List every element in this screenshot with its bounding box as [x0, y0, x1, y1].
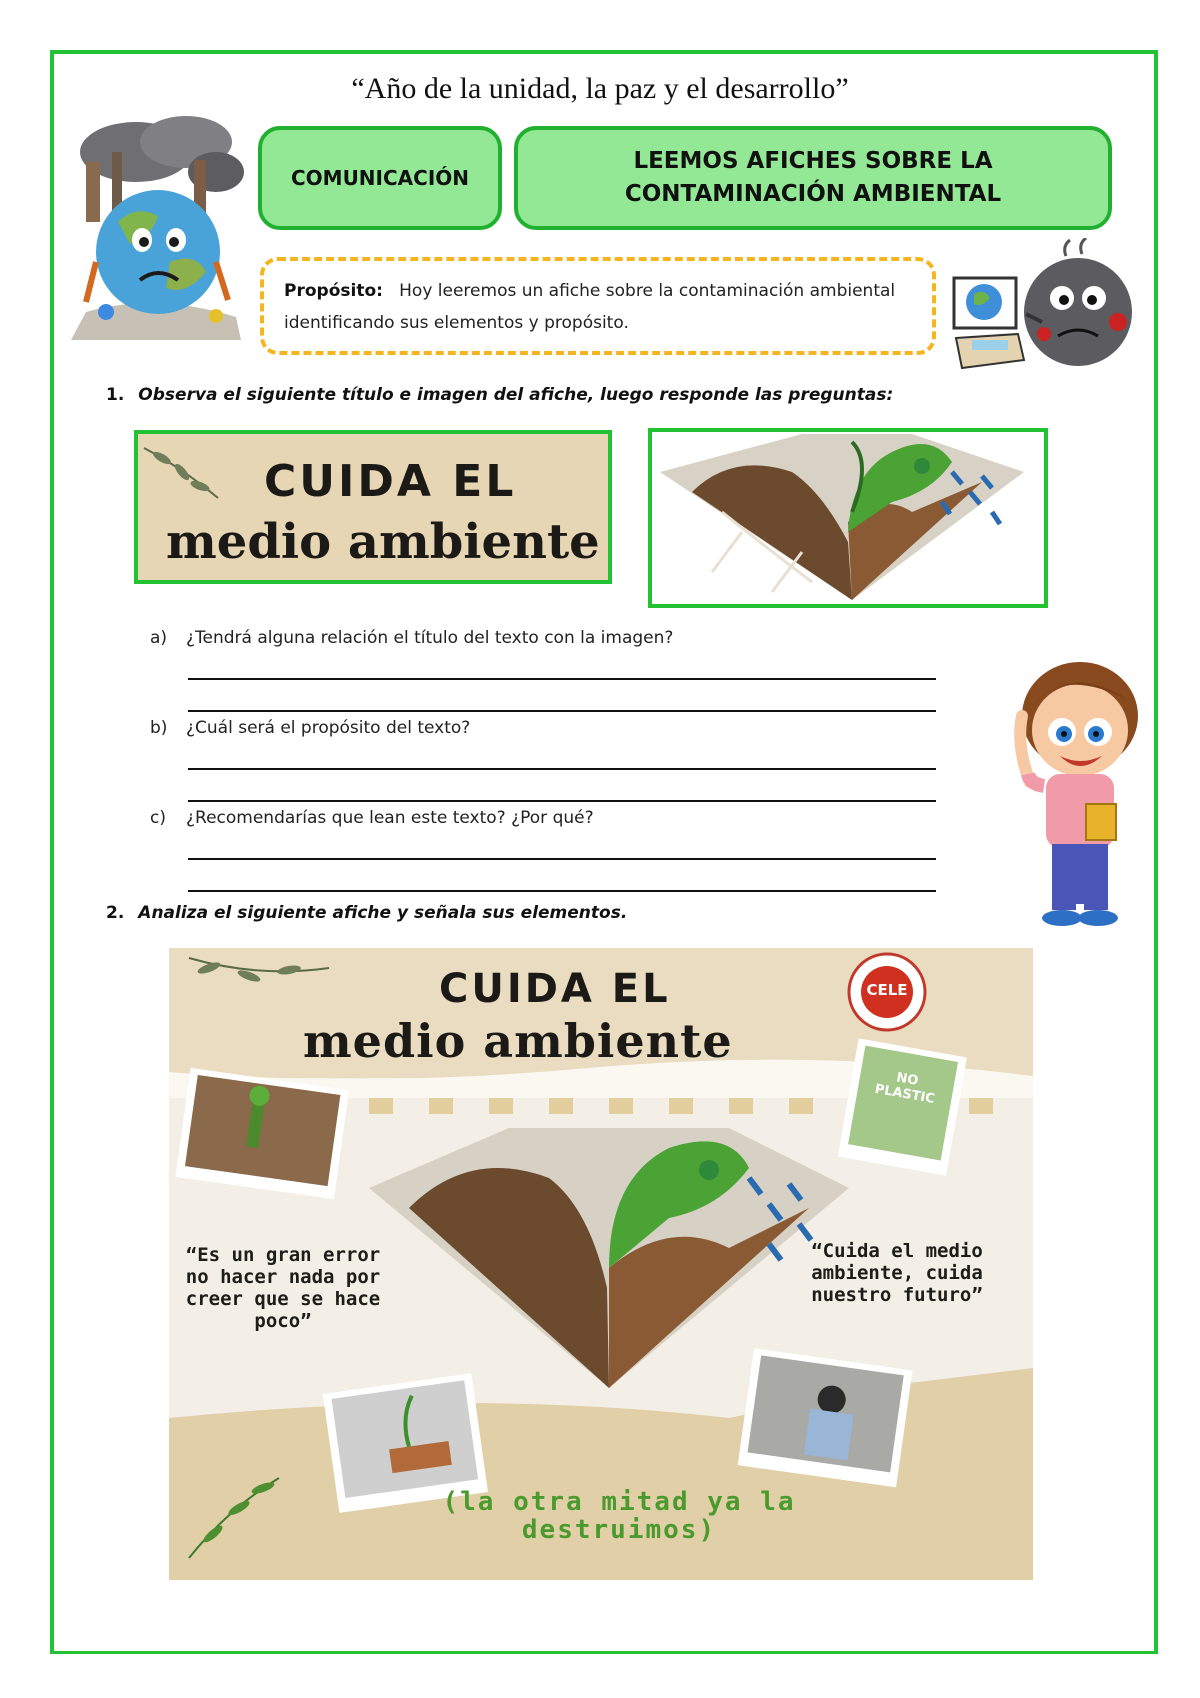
title-image-line2: medio ambiente [166, 514, 600, 570]
answer-line-a2[interactable] [188, 710, 936, 712]
lesson-title-box [514, 126, 1112, 230]
environment-poster [169, 948, 1033, 1580]
sub-question-a [150, 628, 673, 648]
sub-question-c-letter: c) [150, 808, 166, 828]
tree-plant-image [648, 428, 1048, 608]
earth-computer-illustration [946, 238, 1142, 380]
answer-line-a1[interactable] [188, 678, 936, 680]
question-1-heading [106, 385, 893, 405]
answer-line-b1[interactable] [188, 768, 936, 770]
purpose-text: Hoy leeremos un afiche sobre la contaminación ambiental identificando sus elementos y propósito. [284, 281, 896, 333]
sub-question-b [150, 718, 470, 738]
poster-title-image [134, 430, 612, 584]
question-1-text: Observa el siguiente título e imagen del afiche, luego responde las preguntas: [138, 385, 894, 405]
sub-question-a-letter: a) [150, 628, 168, 648]
sub-question-b-letter: b) [150, 718, 168, 738]
answer-line-b2[interactable] [188, 800, 936, 802]
subject-area-box: COMUNICACIÓN [258, 126, 502, 230]
year-motto: “Año de la unidad, la paz y el desarrollo” [351, 72, 849, 105]
question-1-number: 1. [106, 385, 125, 405]
poster-quote-left: “Es un gran error no hacer nada por creer que se hace poco” [185, 1244, 381, 1332]
poster-sign-text: NO PLASTIC [873, 1070, 936, 1108]
sub-question-b-text: ¿Cuál será el propósito del texto? [186, 718, 471, 738]
lesson-title-line1: LEEMOS AFICHES SOBRE LA [633, 148, 993, 174]
purpose-label: Propósito: [284, 281, 383, 301]
question-2-heading [106, 903, 627, 923]
leaf-branch-icon [142, 438, 222, 508]
poster-title-line2: medio ambiente [303, 1014, 733, 1068]
poster-quote-right: “Cuida el medio ambiente, cuida nuestro futuro” [811, 1240, 983, 1306]
poster-logo-text: CELE [866, 981, 908, 999]
sub-question-c-text: ¿Recomendarías que lean este texto? ¿Por qué? [186, 808, 594, 828]
title-image-line1: CUIDA EL [264, 456, 517, 507]
poster-title-line1: CUIDA EL [439, 966, 671, 1012]
boy-cartoon-illustration [1000, 656, 1146, 932]
poster-bottom-text: (la otra mitad ya la destruimos) [442, 1487, 796, 1545]
sub-question-c [150, 808, 594, 828]
polluted-earth-illustration [66, 112, 246, 340]
answer-line-c2[interactable] [188, 890, 936, 892]
question-2-text: Analiza el siguiente afiche y señala sus elementos. [138, 903, 628, 923]
purpose-box [260, 257, 936, 355]
sub-question-a-text: ¿Tendrá alguna relación el título del texto con la imagen? [186, 628, 674, 648]
lesson-title-line2: CONTAMINACIÓN AMBIENTAL [624, 181, 1002, 207]
answer-line-c1[interactable] [188, 858, 936, 860]
question-2-number: 2. [106, 903, 125, 923]
